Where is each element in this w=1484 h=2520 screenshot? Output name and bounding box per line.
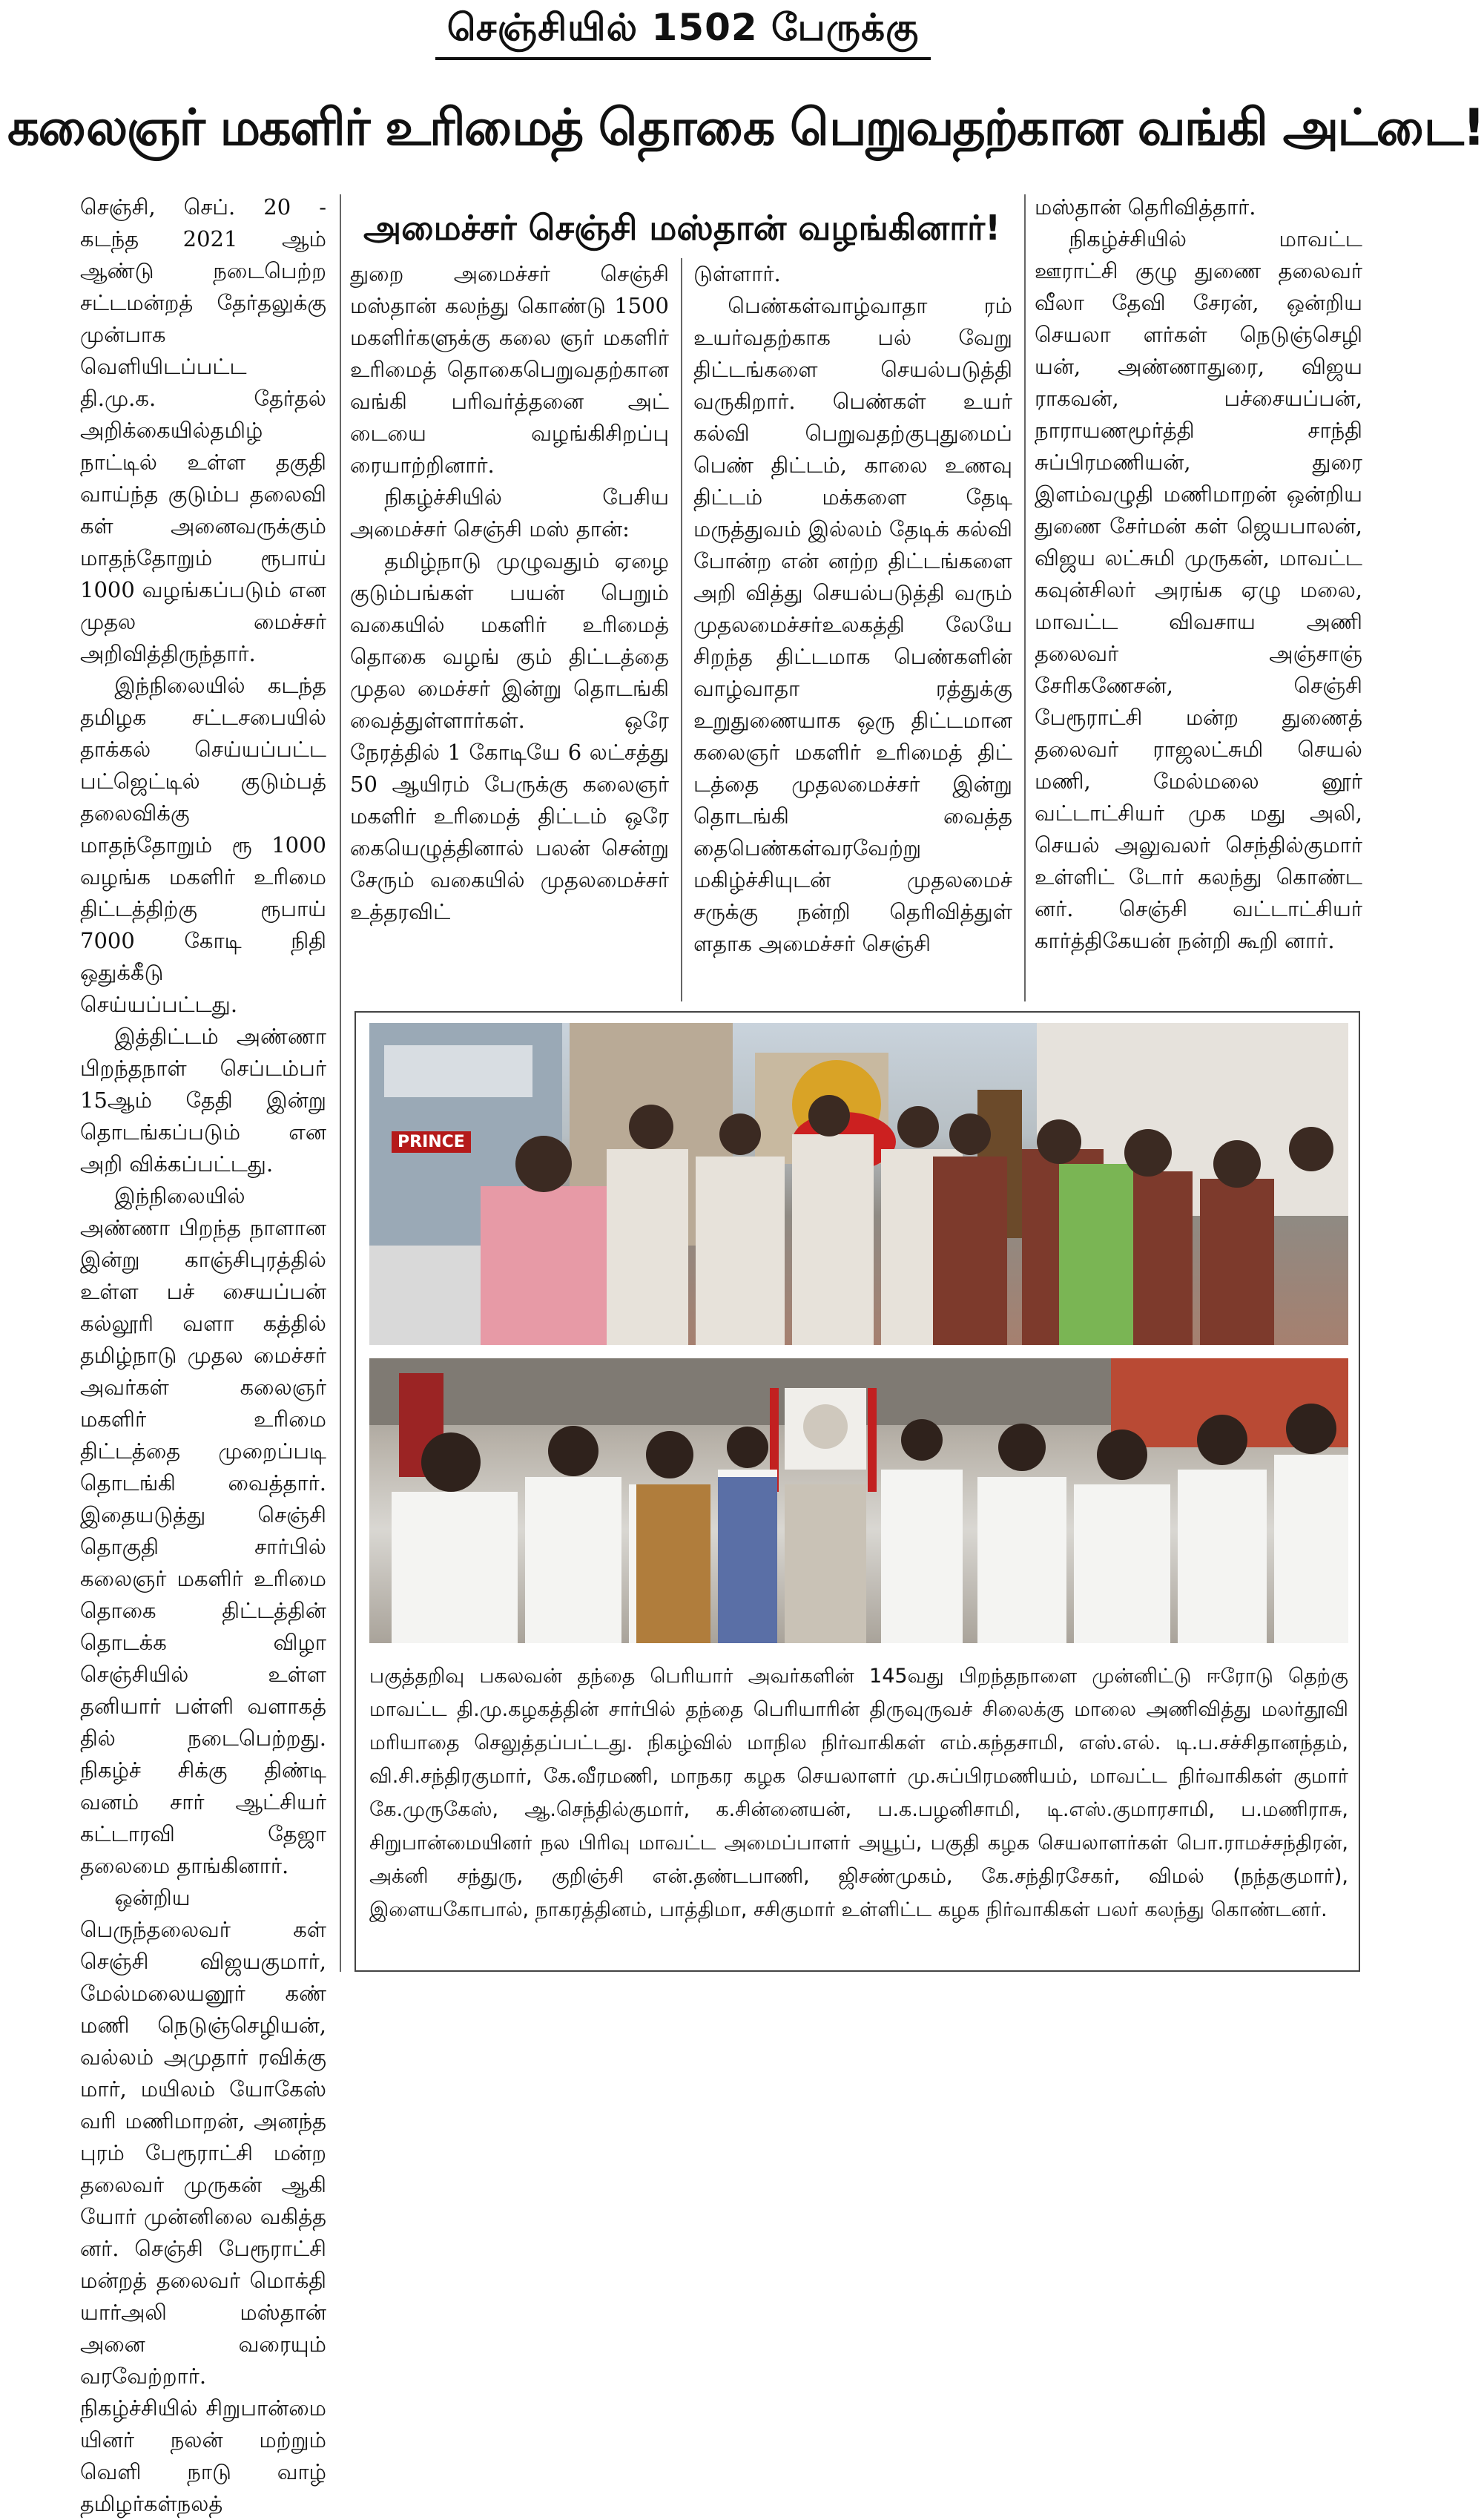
event-photo-bottom (369, 1358, 1348, 1643)
photo-caption-box (354, 1011, 1360, 1972)
paragraph: தமிழ்நாடு முழுவதும் ஏழை குடும்பங்கள் பயன் பெறும் வகையில் மகளிர் உரிமைத் தொகை வழங் கும் திட்டத்தை முதல மைச்சர் இன்று தொடங்கி வைத்துள்ளார்கள். ஒரே நேரத்தில் 1 கோடியே 6 லட்சத்து 50 ஆயிரம் பேருக்கு கலைஞர் மகளிர் உரிமைத் திட்டம் ஒரே கையெழுத்தினால் பலன் சென்று சேரும் வகையில் முதலமைச்சர் உத்தரவிட் (350, 548, 669, 924)
paragraph: செஞ்சி, செப். 20 - கடந்த 2021 ஆம் ஆண்டு நடைபெற்ற சட்டமன்றத் தேர்தலுக்கு முன்பாக வெளியிடப்பட்ட தி.மு.க. தேர்தல் அறிக்கையில்தமிழ் நாட்டில் உள்ள தகுதி வாய்ந்த குடும்ப தலைவி கள் அனைவருக்கும் மாதந்தோறும் ரூபாய் 1000 வழங்கப்படும் என முதல மைச்சர் அறிவித்திருந்தார். (80, 194, 326, 666)
photo-caption: பகுத்தறிவு பகலவன் தந்தை பெரியார் அவர்களின் 145வது பிறந்தநாளை முன்னிட்டு ஈரோடு தெற்கு மாவட்ட தி.மு.கழகத்தின் சார்பில் தந்தை பெரியாரின் திருவுருவச் சிலைக்கு மாலை அணிவித்து மலர்தூவி மரியாதை செலுத்தப்பட்டது. நிகழ்வில் மாநில நிர்வாகிகள் எம்.கந்தசாமி, எஸ்.எல். டி.ப.சச்சிதானந்தம், வி.சி.சந்திரகுமார், கே.வீரமணி, மாநகர கழக செயலாளர் மு.சுப்பிரமணியம், மாவட்ட நிர்வாகிகள் குமார் கே.முருகேஸ், ஆ.செந்தில்குமார், க.சின்னையன், ப.க.பழனிசாமி, டி.எஸ்.குமாரசாமி, ப.மணிராசு, சிறுபான்மையினர் நல பிரிவு மாவட்ட அமைப்பாளர் அயூப், பகுதி கழக செயலாளர்கள் பொ.ராமச்சந்திரன், அக்னி சந்துரு, குறிஞ்சி என்.தண்டபாணி, ஜிசண்முகம், கே.சந்திரசேகர், விமல் (நந்தகுமார்), இளையகோபால், நாகரத்தினம், பாத்திமா, சசிகுமார் உள்ளிட்ட கழக நிர்வாகிகள் பலர் கலந்து கொண்டனர். (369, 1665, 1348, 1921)
article-column-1 (80, 191, 326, 2516)
kicker-line (0, 6, 1366, 60)
paragraph: நிகழ்ச்சியில் பேசிய அமைச்சர் செஞ்சி மஸ் தான்: (350, 484, 669, 542)
paragraph: பெண்கள்வாழ்வாதா ரம் உயர்வதற்காக பல் வேறு திட்டங்களை செயல்படுத்தி வருகிறார். பெண்கள் உயர் கல்வி பெறுவதற்குபுதுமைப் பெண் திட்டம், காலை உணவு திட்டம் மக்களை தேடி மருத்துவம் இல்லம் தேடிக் கல்வி போன்ற என் னற்ற திட்டங்களை அறி வித்து செயல்படுத்தி வரும் முதலமைச்சர்உலகத்தி லேயே சிறந்த திட்டமாக பெண்களின் வாழ்வாதா ரத்துக்கு உறுதுணையாக ஒரு திட்டமான கலைஞர் மகளிர் உரிமைத் திட் டத்தை முதலமைச்சர் இன்று தொடங்கி வைத்த தைபெண்கள்வரவேற்று மகிழ்ச்சியுடன் முதலமைச் சருக்கு நன்றி தெரிவித்துள் ளதாக அமைச்சர் செஞ்சி (693, 293, 1012, 956)
paragraph: ஒன்றிய பெருந்தலைவர் கள் செஞ்சி விஜயகுமார், மேல்மலையனூர் கண் மணி நெடுஞ்செழியன், வல்லம் அமுதார் ரவிக்கு மார், மயிலம் யோகேஸ் வரி மணிமாறன், அனந்த புரம் பேரூராட்சி மன்ற தலைவர் முருகன் ஆகி யோர் முன்னிலை வகித்த னர். செஞ்சி பேரூராட்சி மன்றத் தலைவர் மொக்தி யார்அலி மஸ்தான் அனை வரையும் வரவேற்றார். நிகழ்ச்சியில் சிறுபான்மை யினர் நலன் மற்றும் வெளி நாடு வாழ் தமிழர்கள்நலத் (80, 1885, 326, 2516)
kicker-text: செஞ்சியில் 1502 பேருக்கு (435, 6, 931, 60)
column-rule (1024, 194, 1026, 1001)
paragraph: இந்நிலையில் கடந்த தமிழக சட்டசபையில் தாக்கல் செய்யப்பட்ட பட்ஜெட்டில் குடும்பத் தலைவிக்கு மாதந்தோறும் ரூ 1000 வழங்க மகளிர் உரிமை திட்டத்திற்கு ரூபாய் 7000 கோடி நிதி ஒதுக்கீடு செய்யப்பட்டது. (80, 673, 326, 1017)
subheadline: அமைச்சர் செஞ்சி மஸ்தான் வழங்கினார்! (363, 208, 1001, 248)
paragraph: இந்நிலையில் அண்ணா பிறந்த நாளான இன்று காஞ்சிபுரத்தில் உள்ள பச் சையப்பன் கல்லூரி வளா கத்தில் தமிழ்நாடு முதல மைச்சர் அவர்கள் கலைஞர் மகளிர் உரிமை திட்டத்தை முறைப்படி தொடங்கி வைத்தார். இதையடுத்து செஞ்சி தொகுதி சார்பில் கலைஞர் மகளிர் உரிமை தொகை திட்டத்தின் தொடக்க விழா செஞ்சியில் உள்ள தனியார் பள்ளி வளாகத் தில் நடைபெற்றது. நிகழ்ச் சிக்கு திண்டி வனம் சார் ஆட்சியர் கட்டாரவி தேஜா தலைமை தாங்கினார். (80, 1183, 326, 1878)
paragraph: நிகழ்ச்சியில் மாவட்ட ஊராட்சி குழு துணை தலைவர் வீலா தேவி சேரன், ஒன்றிய செயலா ளர்கள் நெடுஞ்செழி யன், அண்ணாதுரை, விஜய ராகவன், பச்சையப்பன், நாராயணமூர்த்தி சாந்தி சுப்பிரமணியன், துரை இளம்வழுதி மணிமாறன் ஒன்றிய துணை சேர்மன் கள் ஜெயபாலன், விஜய லட்சுமி முருகன், மாவட்ட கவுன்சிலர் அரங்க ஏழு மலை, மாவட்ட விவசாய அணி தலைவர் அஞ்சாஞ் சேரிகணேசன், செஞ்சி பேரூராட்சி மன்ற துணைத் தலைவர் ராஜலட்சுமி செயல் மணி, மேல்மலை னூர் வட்டாட்சியர் முக மது அலி, செயல் அலுவலர் செந்தில்குமார் உள்ளிட் டோர் கலந்து கொண்ட னர். செஞ்சி வட்டாட்சியர் கார்த்திகேயன் நன்றி கூறி னார். (1035, 226, 1362, 953)
paragraph: மஸ்தான் தெரிவித்தார். (1035, 194, 1256, 220)
event-photo-top-illustration (369, 1023, 1348, 1345)
article-column-3 (693, 258, 1012, 1000)
column-rule (681, 258, 682, 1001)
event-photo-bottom-illustration (369, 1358, 1348, 1643)
article-column-4 (1035, 191, 1362, 1000)
paragraph: துறை அமைச்சர் செஞ்சி மஸ்தான் கலந்து கொண்டு 1500 மகளிர்களுக்கு கலை ஞர் மகளிர் உரிமைத் தொகைபெறுவதற்கான வங்கி பரிவர்த்தனை அட் டையை வழங்கிசிறப்பு ரையாற்றினார். (350, 261, 669, 478)
paragraph: டுள்ளார். (693, 261, 781, 286)
column-rule (340, 1001, 341, 1972)
shop-sign: PRINCE (392, 1131, 471, 1153)
column-rule (340, 194, 341, 1001)
paragraph: இத்திட்டம் அண்ணா பிறந்தநாள் செப்டம்பர் 15ஆம் தேதி இன்று தொடங்கப்படும் என அறி விக்கப்பட்டது. (80, 1024, 326, 1177)
headline: கலைஞர் மகளிர் உரிமைத் தொகை பெறுவதற்கான வங்கி அட்டை! (7, 99, 1484, 157)
article-column-2 (350, 258, 669, 1000)
event-photo-top (369, 1023, 1348, 1345)
